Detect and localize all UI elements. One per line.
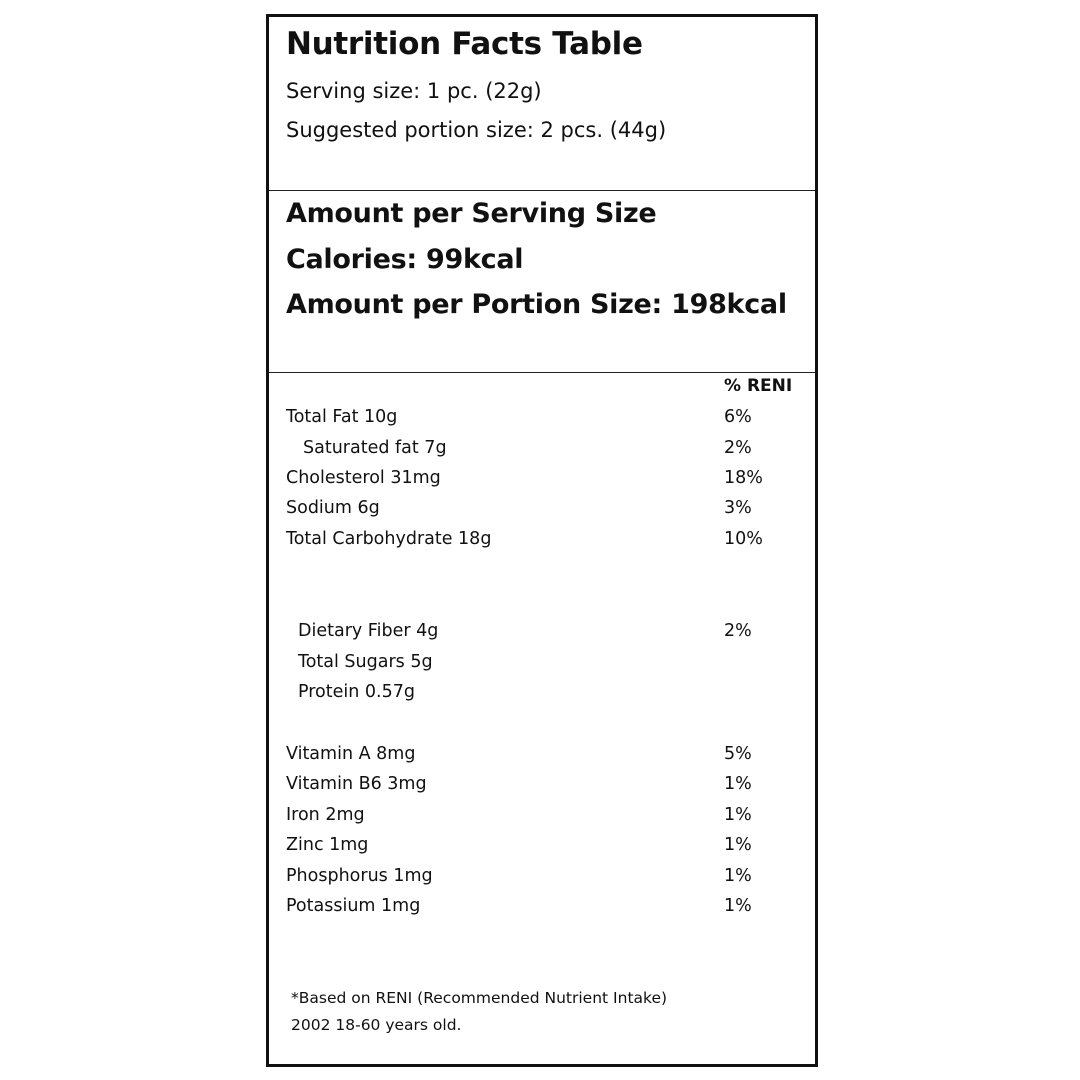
nutrient-row-iron xyxy=(269,805,815,835)
nutrient-name: Cholesterol 31mg xyxy=(286,468,441,488)
nutrient-row-total-fat xyxy=(269,407,815,437)
nutrient-name: Phosphorus 1mg xyxy=(286,866,433,886)
nutrient-row-zinc xyxy=(269,835,815,865)
nutrient-row-vitamin-a xyxy=(269,744,815,774)
amount-per-serving: Amount per Serving Size xyxy=(286,198,657,229)
nutrient-reni: 10% xyxy=(724,529,763,549)
nutrient-reni: 1% xyxy=(724,896,752,916)
section-divider xyxy=(269,372,815,373)
nutrient-row-phosphorus xyxy=(269,866,815,896)
nutrient-reni: 6% xyxy=(724,407,752,427)
nutrient-name: Sodium 6g xyxy=(286,498,380,518)
nutrient-reni: 1% xyxy=(724,866,752,886)
calories: Calories: 99kcal xyxy=(286,244,524,275)
nutrient-reni: 2% xyxy=(724,438,752,458)
nutrient-reni: 18% xyxy=(724,468,763,488)
nutrient-name: Total Carbohydrate 18g xyxy=(286,529,492,549)
nutrient-name: Vitamin A 8mg xyxy=(286,744,416,764)
nutrient-row-total-sugars xyxy=(269,652,815,682)
nutrient-row-protein xyxy=(269,682,815,712)
nutrient-name: Total Sugars 5g xyxy=(298,652,433,672)
nutrient-name: Dietary Fiber 4g xyxy=(298,621,439,641)
reni-column-header: % RENI xyxy=(724,376,793,396)
nutrient-row-saturated-fat xyxy=(269,438,815,468)
nutrient-name: Zinc 1mg xyxy=(286,835,369,855)
amount-per-portion: Amount per Portion Size: 198kcal xyxy=(286,289,787,320)
nutrient-row-vitamin-b6 xyxy=(269,774,815,804)
nutrient-name: Protein 0.57g xyxy=(298,682,415,702)
nutrient-reni: 3% xyxy=(724,498,752,518)
nutrient-row-dietary-fiber xyxy=(269,621,815,651)
nutrient-reni: 1% xyxy=(724,835,752,855)
nutrient-reni: 1% xyxy=(724,805,752,825)
serving-size: Serving size: 1 pc. (22g) xyxy=(286,79,542,103)
portion-size: Suggested portion size: 2 pcs. (44g) xyxy=(286,118,667,142)
nutrient-reni: 1% xyxy=(724,774,752,794)
nutrient-row-potassium xyxy=(269,896,815,926)
section-divider xyxy=(269,190,815,191)
nutrient-name: Iron 2mg xyxy=(286,805,365,825)
nutrient-name: Saturated fat 7g xyxy=(303,438,447,458)
nutrient-name: Total Fat 10g xyxy=(286,407,398,427)
nutrition-facts-label xyxy=(266,14,818,1067)
nutrient-name: Vitamin B6 3mg xyxy=(286,774,427,794)
nutrient-row-total-carbohydrate xyxy=(269,529,815,559)
nutrient-reni: 2% xyxy=(724,621,752,641)
label-title: Nutrition Facts Table xyxy=(286,26,643,62)
nutrient-name: Potassium 1mg xyxy=(286,896,421,916)
nutrient-row-cholesterol xyxy=(269,468,815,498)
reni-footnote: *Based on RENI (Recommended Nutrient Intake) 2002 18-60 years old. xyxy=(291,989,668,1034)
nutrient-reni: 5% xyxy=(724,744,752,764)
nutrient-row-sodium xyxy=(269,498,815,528)
